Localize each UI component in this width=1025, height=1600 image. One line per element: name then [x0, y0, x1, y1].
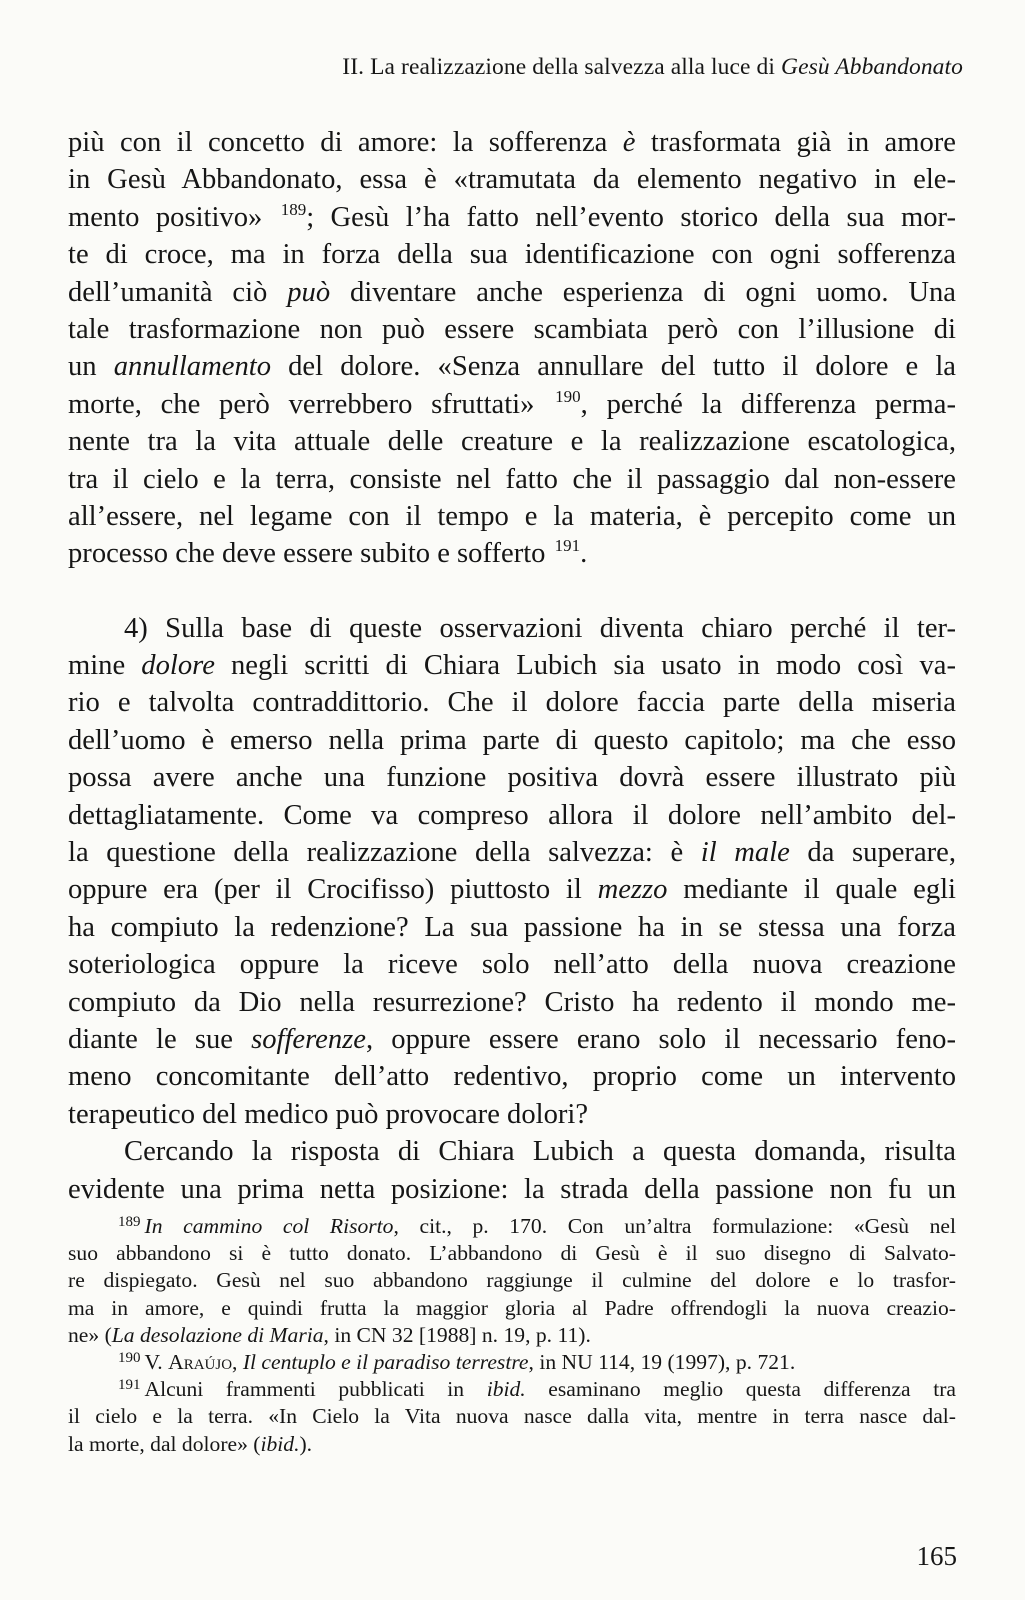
- p1-line-5: dell’umanità ciò può diventare anche esperienza di ogni uomo. Una: [68, 276, 956, 308]
- p2-line-13: meno concomitante dell’atto redentivo, proprio come un intervento: [68, 1061, 956, 1093]
- p2-line-8: oppure era (per il Crocifisso) piuttosto il mezzo mediante il quale egli: [68, 874, 956, 906]
- footnote-190: $^{190}$ V. Araújo, Il centuplo e il paradiso terrestre, in NU 114, 19 (1997), p. 721.: [118, 1349, 796, 1374]
- p1-line-12: processo che deve essere subito e sofferto $^{191}$.: [68, 536, 588, 570]
- running-head-italic: Gesù Abbandonato: [781, 54, 963, 80]
- p1-line-3: mento positivo» $^{189}$; Gesù l’ha fatto nell’evento storico della sua mor-: [68, 199, 956, 233]
- p2-line-14: terapeutico del medico può provocare dolori?: [68, 1098, 589, 1130]
- p2-line-10: soteriologica oppure la riceve solo nell’atto della nuova creazione: [68, 949, 956, 981]
- p3-line-2: evidente una prima netta posizione: la strada della passione non fu un: [68, 1173, 956, 1205]
- p1-line-7: un annullamento del dolore. «Senza annullare del tutto il dolore e la: [68, 351, 956, 383]
- p1-line-6: tale trasformazione non può essere scambiata però con l’illusione di: [68, 313, 956, 345]
- p2-line-9: ha compiuto la redenzione? La sua passione ha in se stessa una forza: [68, 911, 956, 943]
- p1-line-9: nente tra la vita attuale delle creature e la realizzazione escatologica,: [68, 426, 956, 458]
- footnote-number-190: 190: [118, 1349, 141, 1366]
- footnote-189-line-5: ne» (La desolazione di Maria, in CN 32 [1988] n. 19, p. 11).: [68, 1322, 591, 1347]
- p2-line-6: dettagliatamente. Come va compreso allora il dolore nell’ambito del-: [68, 799, 956, 831]
- footnote-189-line-3: re dispiegato. Gesù nel suo abbandono raggiunge il culmine del dolore e lo trasfor-: [68, 1268, 956, 1293]
- footnote-191-line-2: il cielo e la terra. «In Cielo la Vita nuova nasce dalla vita, mentre in terra nasce dal-: [68, 1404, 956, 1429]
- p2-line-11: compiuto da Dio nella resurrezione? Cristo ha redento il mondo me-: [68, 986, 956, 1018]
- p2-line-2: mine dolore negli scritti di Chiara Lubich sia usato in modo così va-: [68, 650, 956, 682]
- footnote-191-line-3: la morte, dal dolore» (ibid.).: [68, 1431, 313, 1456]
- p1-line-8: morte, che però verrebbero sfruttati» $^{190}$, perché la differenza perma-: [68, 386, 956, 420]
- p1-line-4: te di croce, ma in forza della sua identificazione con ogni sofferenza: [68, 239, 956, 271]
- page-number: 165: [916, 1541, 957, 1571]
- author-name: Araújo: [168, 1349, 233, 1374]
- p2-line-5: possa avere anche una funzione positiva dovrà essere illustrato più: [68, 762, 956, 794]
- footnote-number-189: 189: [118, 1214, 141, 1230]
- p1-line-2: in Gesù Abbandonato, essa è «tramutata da elemento negativo in ele-: [68, 164, 956, 196]
- footnote-ref-190[interactable]: 190: [555, 386, 581, 406]
- footnote-number-191: 191: [118, 1377, 141, 1394]
- footnotes: [68, 1213, 956, 1458]
- p2-line-1: 4) Sulla base di queste osservazioni diventa chiaro perché il ter-: [124, 612, 956, 644]
- footnote-189-line-2: suo abbandono si è tutto donato. L’abbandono di Gesù è il suo disegno di Salvato-: [68, 1241, 956, 1266]
- footnote-191-line-1: $^{191}$ Alcuni frammenti pubblicati in ibid. esaminano meglio questa differenza tra: [118, 1377, 956, 1402]
- footnote-189-line-4: ma in amore, e quindi frutta la maggior gloria al Padre offrendogli la nuova creazio-: [68, 1295, 956, 1320]
- running-head: [342, 52, 963, 82]
- running-head-text: II. La realizzazione della salvezza alla luce di: [342, 54, 782, 80]
- footnote-189-line-1: $^{189}$ In cammino col Risorto, cit., p. 170. Con un’altra formulazione: «Gesù nel: [118, 1214, 956, 1238]
- footnote-ref-189[interactable]: 189: [280, 199, 307, 219]
- p2-line-12: diante le sue sofferenze, oppure essere erano solo il necessario feno-: [68, 1023, 956, 1055]
- p2-line-3: rio e talvolta contraddittorio. Che il dolore faccia parte della miseria: [68, 687, 956, 719]
- p1-line-1: più con il concetto di amore: la sofferenza è trasformata già in amore: [68, 127, 956, 158]
- p3-line-1: Cercando la risposta di Chiara Lubich a questa domanda, risulta: [124, 1136, 956, 1168]
- p2-line-7: la questione della realizzazione della salvezza: è il male da superare,: [68, 837, 957, 869]
- p1-line-11: all’essere, nel legame con il tempo e la materia, è percepito come un: [68, 500, 956, 532]
- body-text: [68, 124, 956, 1208]
- footnote-ref-191[interactable]: 191: [554, 536, 581, 556]
- p1-line-10: tra il cielo e la terra, consiste nel fatto che il passaggio dal non-essere: [68, 463, 956, 495]
- p2-line-4: dell’uomo è emerso nella prima parte di questo capitolo; ma che esso: [68, 724, 956, 756]
